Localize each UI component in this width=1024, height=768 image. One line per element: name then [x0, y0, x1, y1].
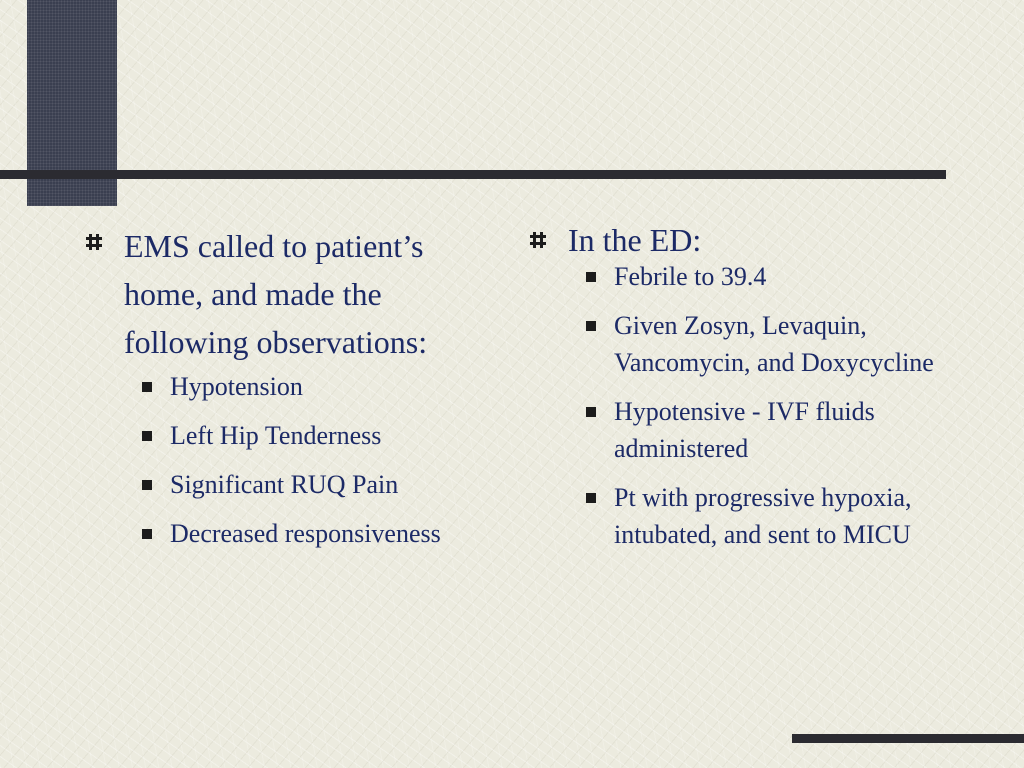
square-bullet-icon: [142, 480, 152, 490]
hash-bullet-icon: [530, 232, 546, 248]
square-bullet-icon: [586, 407, 596, 417]
right-sub-list: [586, 258, 950, 553]
square-bullet-icon: [142, 431, 152, 441]
list-item: [142, 366, 486, 408]
list-item: [586, 258, 950, 295]
list-item: [142, 415, 486, 457]
left-sub-list: [142, 366, 486, 555]
left-main-text: EMS called to patient’s home, and made the following observations:: [124, 228, 428, 360]
list-item: [586, 479, 950, 553]
list-item-text: Hypotensive - IVF fluids administered: [614, 397, 875, 463]
list-item-text: Significant RUQ Pain: [170, 470, 399, 499]
list-item: [586, 393, 950, 467]
square-bullet-icon: [142, 382, 152, 392]
list-item-text: Febrile to 39.4: [614, 262, 767, 291]
right-main-bullet: [530, 222, 950, 258]
square-bullet-icon: [142, 529, 152, 539]
list-item-text: Given Zosyn, Levaquin, Vancomycin, and Doxycycline: [614, 311, 934, 377]
left-main-bullet: [86, 222, 486, 366]
square-bullet-icon: [586, 493, 596, 503]
list-item-text: Hypotension: [170, 372, 303, 401]
list-item: [586, 307, 950, 381]
list-item-text: Left Hip Tenderness: [170, 421, 382, 450]
left-column: [86, 222, 486, 562]
list-item-text: Pt with progressive hypoxia, intubated, and sent to MICU: [614, 483, 912, 549]
right-column: [530, 222, 950, 565]
list-item-text: Decreased responsiveness: [170, 519, 441, 548]
list-item: [142, 513, 486, 555]
bottom-horizontal-rule: [792, 734, 1024, 743]
right-main-text: In the ED:: [568, 222, 702, 258]
square-bullet-icon: [586, 272, 596, 282]
square-bullet-icon: [586, 321, 596, 331]
top-horizontal-rule: [0, 170, 946, 179]
hash-bullet-icon: [86, 234, 102, 250]
list-item: [142, 464, 486, 506]
